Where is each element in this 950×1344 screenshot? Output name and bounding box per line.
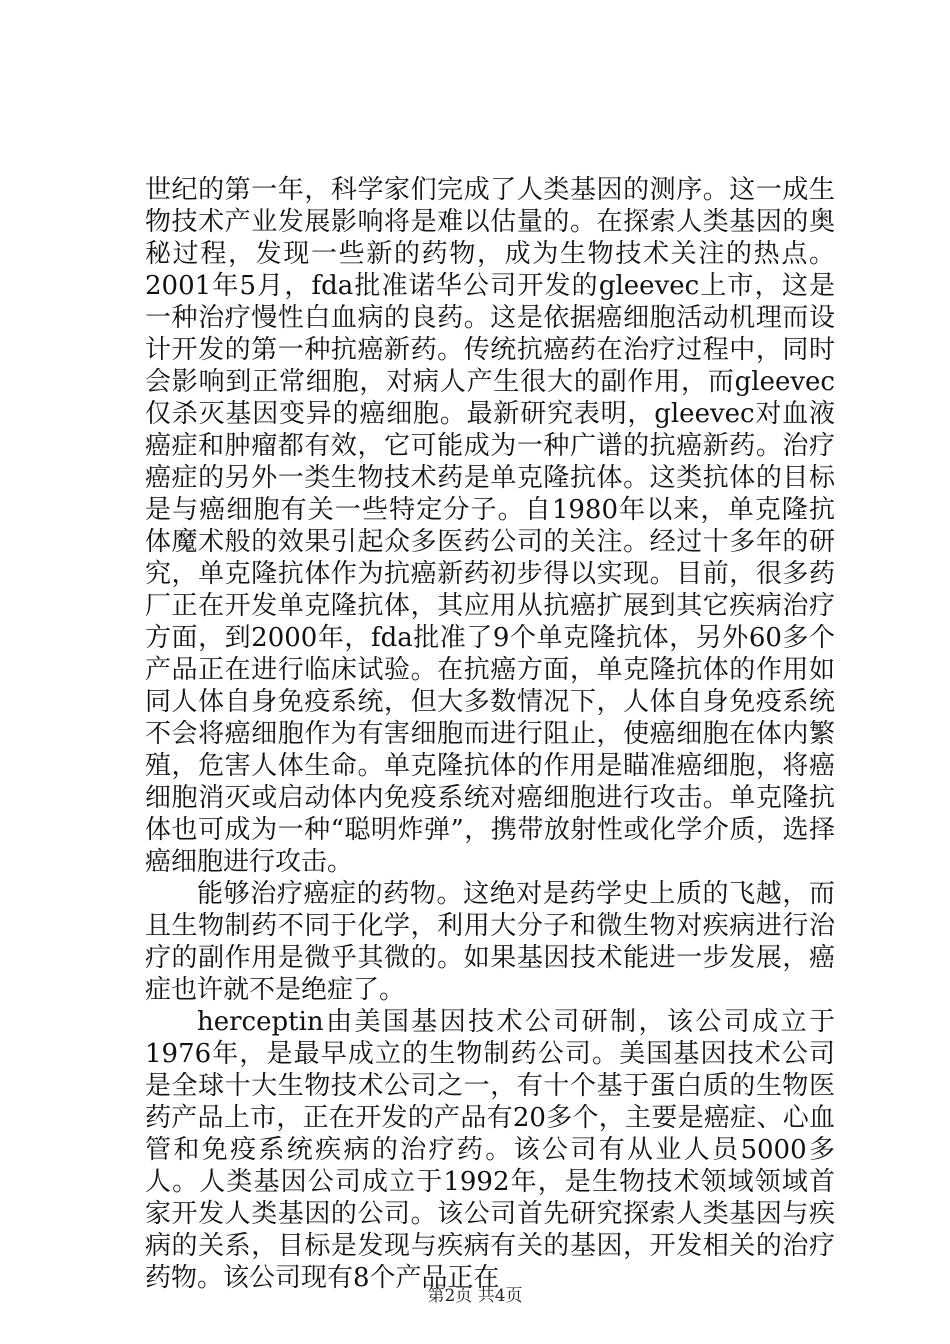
paragraph-2: 能够治疗癌症的药物。这绝对是药学史上质的飞越，而且生物制药不同于化学，利用大分子和微生物对疾病进行治疗的副作用是微乎其微的。如果基因技术能进一步发展，癌症也许就不是绝症了。 [145,879,835,1005]
paragraph-1: 世纪的第一年，科学家们完成了人类基因的测序。这一成生物技术产业发展影响将是难以估量的。在探索人类基因的奥秘过程，发现一些新的药物，成为生物技术关注的热点。2001年5月，fda批准诺华公司开发的gleevec上市，这是一种治疗慢性白血病的良药。这是依据癌细胞活动机理而设计开发的第一种抗癌新药。传统抗癌药在治疗过程中，同时会影响到正常细胞，对病人产生很大的副作用，而gleevec仅杀灭基因变异的癌细胞。最新研究表明，gleevec对血液癌症和肿瘤都有效，它可能成为一种广谱的抗癌新药。治疗癌症的另外一类生物技术药是单克隆抗体。这类抗体的目标是与癌细胞有关一些特定分子。自1980年以来，单克隆抗体魔术般的效果引起众多医药公司的关注。经过十多年的研究，单克隆抗体作为抗癌新药初步得以实现。目前，很多药厂正在开发单克隆抗体，其应用从抗癌扩展到其它疾病治疗方面，到2000年，fda批准了9个单克隆抗体，另外60多个产品正在进行临床试验。在抗癌方面，单克隆抗体的作用如同人体自身免疫系统，但大多数情况下，人体自身免疫系统不会将癌细胞作为有害细胞而进行阻止，使癌细胞在体内繁殖，危害人体生命。单克隆抗体的作用是瞄准癌细胞，将癌细胞消灭或启动体内免疫系统对癌细胞进行攻击。单克隆抗体也可成为一种“聪明炸弹”，携带放射性或化学介质，选择癌细胞进行攻击。 [145,175,835,877]
page-footer: 第2页 共4页 [427,1286,523,1306]
body-text [145,174,835,1294]
paragraph-3: herceptin由美国基因技术公司研制，该公司成立于1976年，是最早成立的生物制药公司。美国基因技术公司是全球十大生物技术公司之一，有十个基于蛋白质的生物医药产品上市，正在开发的产品有20多个，主要是癌症、心血管和免疫系统疾病的治疗药。该公司有从业人员5000多人。人类基因公司成立于1992年，是生物技术领域领域首家开发人类基因的公司。该公司首先研究探索人类基因与疾病的关系，目标是发现与疾病有关的基因，开发相关的治疗药物。该公司现有8个产品正在 [145,1007,835,1293]
